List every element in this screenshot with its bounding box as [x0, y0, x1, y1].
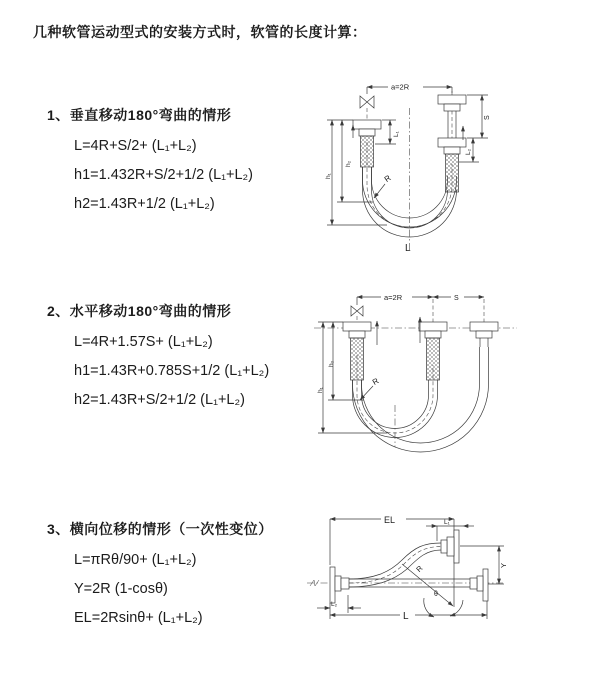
section-3-heading: 3、横向位移的情形（一次性变位） [47, 521, 273, 537]
dim-label-a2r: a=2R [391, 82, 410, 92]
dim-label-r: R [370, 376, 381, 387]
angle-arc [450, 600, 463, 616]
hose-u-curves [353, 347, 489, 452]
dim-label-l: L [403, 611, 409, 622]
flange-upper-right [441, 530, 459, 563]
radius-line [402, 564, 453, 606]
section-1-heading: 1、垂直移动180°弯曲的情形 [47, 107, 232, 123]
dim-label-el: EL [384, 515, 396, 525]
dim-label-l2: L₂ [465, 148, 472, 155]
formula-line: h2=1.43R+1/2 (L₁+L₂) [74, 196, 215, 212]
formula-line: L=πRθ/90+ (L₁+L₂) [74, 552, 197, 568]
valve-icon [351, 306, 363, 316]
page-title: 几种软管运动型式的安装方式时，软管的长度计算： [33, 24, 367, 40]
braid-section [427, 338, 440, 380]
dim-label-a2r: a=2R [384, 293, 403, 302]
section-1 [47, 105, 253, 219]
formula-line: Y=2R (1-cosθ) [74, 581, 168, 597]
dim-label-l1: L₁ [444, 519, 450, 526]
dim-label-s: S [454, 295, 459, 302]
formula-line: h2=1.43R+S/2+1/2 (L₁+L₂) [74, 392, 245, 408]
formula-line: h1=1.43R+0.785S+1/2 (L₁+L₂) [74, 363, 270, 379]
dim-label-h1: h₁ [325, 173, 332, 179]
braid-section [446, 154, 459, 192]
formula-line: EL=2Rsinθ+ (L₁+L₂) [74, 610, 203, 626]
diagram-vertical-180 [315, 72, 585, 257]
flange-fitting-right-upper [438, 95, 466, 111]
dim-label-l1: L₁ [393, 131, 400, 137]
flange-lower-right [470, 569, 488, 601]
dim-label-s: S [484, 115, 491, 120]
dim-label-y: Y [499, 562, 508, 568]
section-3 [47, 519, 273, 633]
section-2-heading: 2、水平移动180°弯曲的情形 [47, 303, 232, 319]
dim-label-l2: L₂ [331, 601, 338, 608]
formula-line: L=4R+1.57S+ (L₁+L₂) [74, 334, 213, 350]
dim-label-r: R [382, 173, 393, 184]
radius-leader [374, 184, 385, 198]
section-2 [47, 301, 269, 415]
diagram-horizontal-180 [312, 285, 587, 460]
angle-arc [424, 598, 434, 617]
dim-label-h2: h₂ [345, 160, 352, 167]
dim-label-h1: h₁ [317, 387, 324, 393]
flange-fitting-right [470, 322, 498, 347]
hose-s-curve [349, 543, 443, 587]
valve-icon [360, 96, 374, 108]
angle-label-theta: θ [434, 591, 438, 598]
formula-line: h1=1.432R+S/2+1/2 (L₁+L₂) [74, 167, 254, 183]
dim-label-h2: h₂ [328, 360, 335, 367]
dim-label-r: R [414, 563, 425, 574]
diagram-lateral-displacement [303, 503, 598, 638]
formula-line: L=4R+S/2+ (L₁+L₂) [74, 138, 197, 154]
flange-left [330, 567, 349, 603]
dim-label-l: L [405, 243, 411, 254]
